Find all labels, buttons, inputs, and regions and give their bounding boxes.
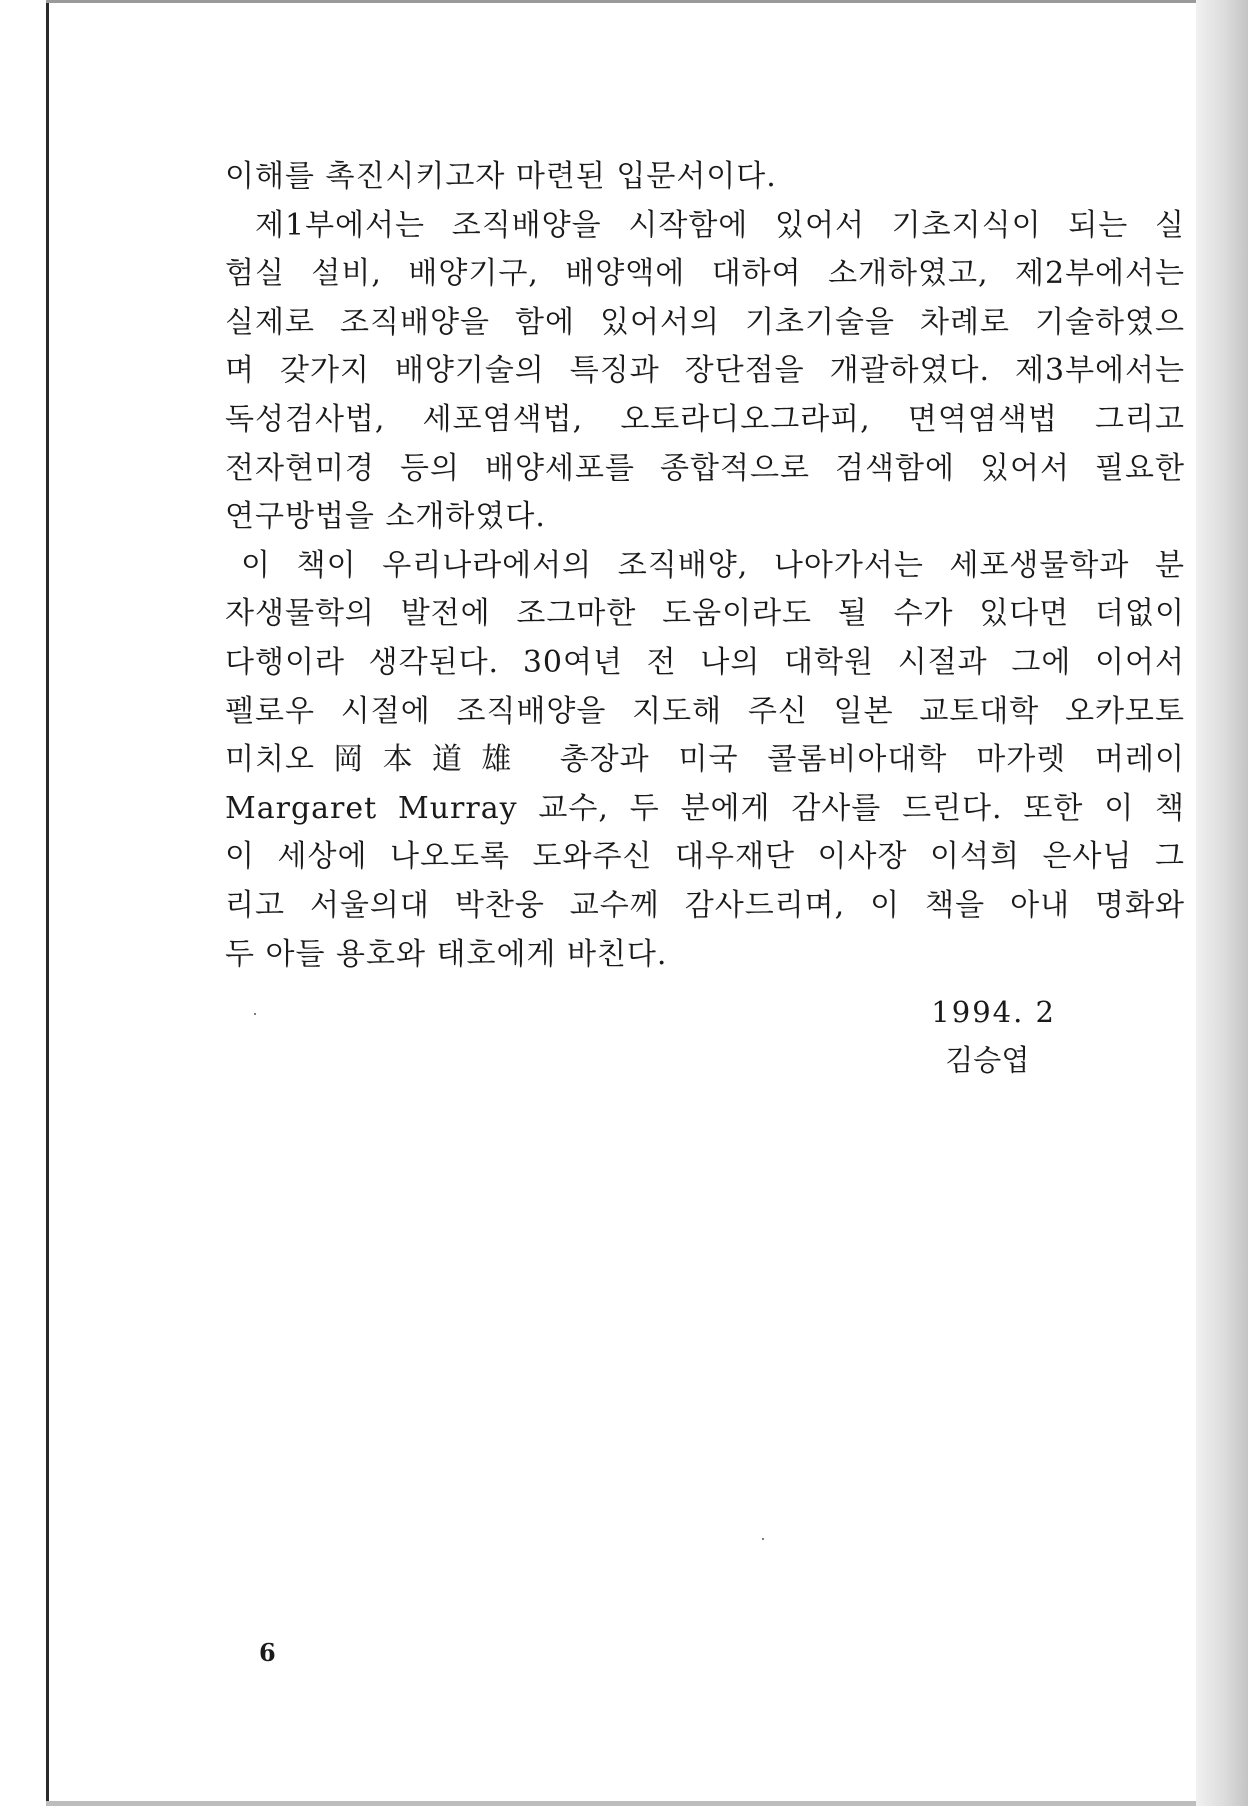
text-line: 미치오岡本道雄 총장과 미국 콜롬비아대학 마가렛 머레이 (225, 742, 1185, 778)
scan-speck (762, 1538, 764, 1540)
scan-left-edge (0, 0, 49, 1806)
scan-bottom-edge (46, 1801, 1196, 1806)
scan-speck (254, 1013, 256, 1015)
signoff (931, 988, 1056, 1084)
text-line: 자생물학의 발전에 조그마한 도움이라도 될 수가 있다면 더없이 (225, 596, 1185, 632)
page-number: 6 (259, 1638, 276, 1667)
text-line: 실제로 조직배양을 함에 있어서의 기초기술을 차례로 기술하였으 (225, 304, 1185, 340)
preface-body (225, 153, 1185, 979)
text-line: Margaret Murray 교수, 두 분에게 감사를 드린다. 또한 이 책 (225, 790, 1185, 826)
document-page (49, 3, 1196, 1801)
text-line: 험실 설비, 배양기구, 배양액에 대하여 소개하였고, 제2부에서는 (225, 256, 1185, 292)
text-line: 전자현미경 등의 배양세포를 종합적으로 검색함에 있어서 필요한 (225, 450, 1185, 486)
text-line: 리고 서울의대 박찬웅 교수께 감사드리며, 이 책을 아내 명화와 (225, 887, 1185, 923)
text-line: 펠로우 시절에 조직배양을 지도해 주신 일본 교토대학 오카모토 (225, 693, 1185, 729)
text-line: 제1부에서는 조직배양을 시작함에 있어서 기초지식이 되는 실 (255, 207, 1185, 243)
signoff-author: 김승엽 (945, 1043, 1030, 1077)
text-line: 독성검사법, 세포염색법, 오토라디오그라피, 면역염색법 그리고 (225, 401, 1185, 437)
text-line: 다행이라 생각된다. 30여년 전 나의 대학원 시절과 그에 이어서 (225, 644, 1185, 680)
text-line: 이 책이 우리나라에서의 조직배양, 나아가서는 세포생물학과 분 (241, 547, 1185, 583)
text-line: 두 아들 용호와 태호에게 바친다. (225, 936, 668, 972)
text-line: 연구방법을 소개하였다. (225, 499, 546, 535)
text-line: 이해를 촉진시키고자 마련된 입문서이다. (225, 159, 777, 194)
scan-right-edge (1196, 0, 1248, 1806)
text-line: 며 갖가지 배양기술의 특징과 장단점을 개괄하였다. 제3부에서는 (225, 353, 1185, 389)
signoff-date: 1994. 2 (931, 995, 1056, 1029)
text-line: 이 세상에 나오도록 도와주신 대우재단 이사장 이석희 은사님 그 (225, 839, 1185, 875)
